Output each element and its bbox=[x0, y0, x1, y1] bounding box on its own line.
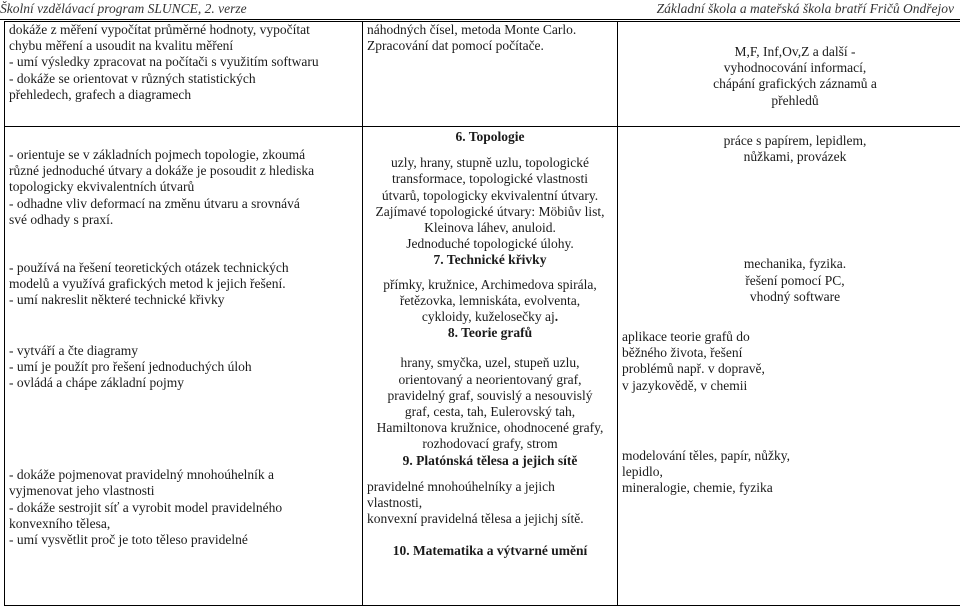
text-line: konvexní pravidelná tělesa a jejichj sítě. bbox=[367, 511, 584, 527]
cell-content bbox=[363, 22, 618, 127]
cell-outputs bbox=[5, 22, 363, 127]
text-line: mechanika, fyzika. bbox=[743, 256, 847, 272]
page-header bbox=[0, 0, 960, 20]
cell-notes bbox=[618, 22, 960, 127]
text-line: - dokáže se orientovat v různých statistických bbox=[9, 70, 256, 86]
text-line: Zajímavé topologické útvary: Möbiův list, bbox=[375, 203, 605, 219]
text-line: dokáže z měření vypočítat průměrné hodnoty, vypočítat bbox=[9, 22, 310, 37]
header-rule bbox=[0, 19, 960, 20]
header-left-program: Školní vzdělávací program SLUNCE, 2. verze bbox=[0, 1, 247, 16]
text-line: - umí je použít pro řešení jednoduchých úloh bbox=[9, 358, 252, 374]
text-line: rozhodovací grafy, strom bbox=[422, 436, 558, 452]
text-line: vyhodnocování informací, bbox=[723, 60, 867, 76]
text-line: M,F, Inf,Ov,Z a další - bbox=[734, 44, 856, 59]
text-line: - umí vysvětlit proč je toto těleso pravidelné bbox=[9, 532, 248, 548]
text-line: pravidelný graf, souvislý a nesouvislý bbox=[387, 387, 593, 403]
text-line: vhodný software bbox=[749, 288, 841, 304]
text-line: modelování těles, papír, nůžky, bbox=[622, 447, 791, 463]
topic-matematika-umeni-title: 10. Matematika a výtvarné umění bbox=[392, 543, 588, 559]
text-line: konvexního tělesa, bbox=[9, 515, 111, 531]
text-line: uzly, hrany, stupně uzlu, topologické bbox=[390, 155, 590, 171]
text-line: řetězovka, lemniskáta, evolventa, bbox=[399, 292, 581, 308]
cell-content bbox=[363, 127, 618, 606]
text-line: Hamiltonova kružnice, ohodnocené grafy, bbox=[376, 420, 604, 436]
text-line: chybu měření a usoudit na kvalitu měření bbox=[9, 38, 234, 54]
text-line: přehledů bbox=[771, 92, 819, 108]
text-line: přehledech, grafech a diagramech bbox=[9, 86, 192, 102]
text-line: mineralogie, chemie, fyzika bbox=[622, 480, 773, 496]
text-line: nůžkami, provázek bbox=[743, 149, 847, 165]
header-right-school: Základní škola a mateřská škola bratří Fričů Ondřejov bbox=[656, 1, 954, 16]
text-line: Zpracování dat pomocí počítače. bbox=[367, 38, 544, 54]
text-line: topologicky ekvivalentních útvarů bbox=[9, 179, 195, 195]
text-line: - používá na řešení teoretických otázek technických bbox=[9, 260, 289, 276]
text-line bbox=[367, 309, 613, 325]
text-line: řešení pomocí PC, bbox=[745, 272, 845, 288]
curriculum-table bbox=[4, 21, 960, 606]
text-line: problémů např. v dopravě, bbox=[622, 361, 765, 377]
text-line: Jednoduché topologické úlohy. bbox=[406, 236, 574, 252]
table-row bbox=[5, 127, 960, 606]
text-line: aplikace teorie grafů do bbox=[622, 329, 750, 345]
text-line: práce s papírem, lepidlem, bbox=[723, 133, 867, 148]
text-line: vlastnosti, bbox=[367, 495, 423, 511]
text-line: běžného života, řešení bbox=[622, 345, 743, 361]
cell-outputs bbox=[5, 127, 363, 606]
text-line-part: . bbox=[554, 309, 559, 325]
text-line: - orientuje se v základních pojmech topologie, zkoumá bbox=[9, 147, 306, 162]
text-line: graf, cesta, tah, Eulerovský tah, bbox=[404, 404, 576, 420]
text-line: lepidlo, bbox=[622, 464, 663, 480]
text-line-part: cykloidy, kuželosečky aj bbox=[421, 309, 555, 325]
text-line: pravidelné mnohoúhelníky a jejich bbox=[367, 478, 555, 494]
text-line: různé jednoduché útvary a dokáže je posoudit z hlediska bbox=[9, 163, 315, 179]
text-line: útvarů, topologicky ekvivalentní útvary. bbox=[381, 187, 599, 203]
topic-topologie-title: 6. Topologie bbox=[455, 129, 525, 144]
text-line: - vytváří a čte diagramy bbox=[9, 342, 138, 358]
text-line: - umí nakreslit některé technické křivky bbox=[9, 292, 225, 308]
topic-platonska-telesa-title: 9. Platónská tělesa a jejich sítě bbox=[402, 452, 578, 468]
text-line: přímky, kružnice, Archimedova spirála, bbox=[383, 276, 597, 292]
text-line: modelů a využívá grafických metod k jejich řešení. bbox=[9, 276, 286, 292]
text-line: v jazykovědě, v chemii bbox=[622, 377, 748, 393]
table-row bbox=[5, 22, 960, 127]
text-line: náhodných čísel, metoda Monte Carlo. bbox=[367, 22, 577, 37]
text-line: Kleinova láhev, anuloid. bbox=[424, 220, 556, 236]
text-line: chápání grafických záznamů a bbox=[713, 76, 877, 92]
text-line: hrany, smyčka, uzel, stupeň uzlu, bbox=[400, 355, 580, 371]
text-line: - odhadne vliv deformací na změnu útvaru a srovnává bbox=[9, 195, 300, 211]
text-line: orientovaný a neorientovaný graf, bbox=[398, 371, 582, 387]
text-line: transformace, topologické vlastnosti bbox=[391, 171, 589, 187]
text-line: své odhady s praxí. bbox=[9, 211, 114, 227]
text-line: - dokáže pojmenovat pravidelný mnohoúhelník a bbox=[9, 467, 275, 483]
text-line: - umí výsledky zpracovat na počítači s využitím softwaru bbox=[9, 54, 319, 70]
text-line: - dokáže sestrojit síť a vyrobit model pravidelného bbox=[9, 499, 283, 515]
text-line: - ovládá a chápe základní pojmy bbox=[9, 375, 185, 391]
text-line: vyjmenovat jeho vlastnosti bbox=[9, 483, 155, 499]
topic-teorie-grafu-title: 8. Teorie grafů bbox=[447, 325, 533, 341]
topic-technicke-krivky-title: 7. Technické křivky bbox=[433, 252, 547, 268]
cell-notes bbox=[618, 127, 960, 606]
